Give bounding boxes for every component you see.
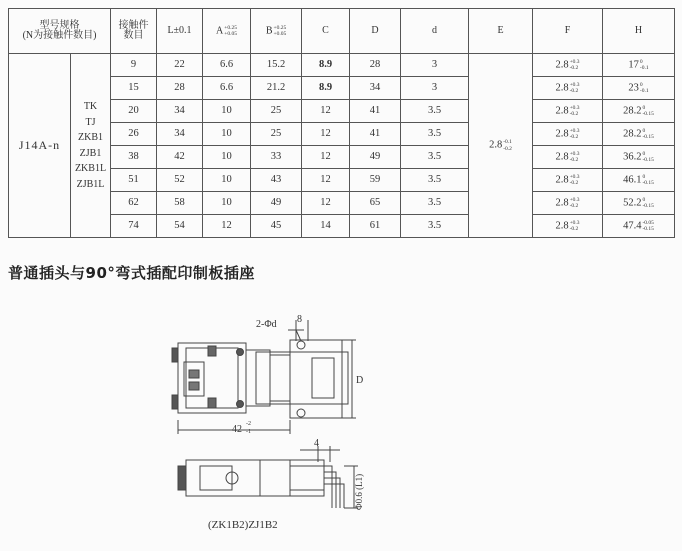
cell-L: 52 [157,169,203,192]
cell-A: 10 [203,146,251,169]
cell-d: 3.5 [401,123,469,146]
cell-L: 34 [157,100,203,123]
H-value: 28.2 [623,128,642,140]
plug-tab [172,348,178,362]
cell-L: 58 [157,192,203,215]
drawing-caption: (ZK1B2)ZJ1B2 [208,519,278,531]
dim-42-tol-lower: -1 [246,429,251,435]
F-tol-upper: +0.3 [569,127,580,134]
H-tol-lower: -0.15 [642,134,654,140]
socket-inner [312,358,334,398]
cell-n: 51 [111,169,157,192]
F-value: 2.8 [555,105,569,117]
cell-A: 12 [203,215,251,238]
F-tol-upper: +0.3 [569,81,580,88]
mount-hole [297,409,305,417]
cell-C: 12 [302,146,350,169]
cell-L: 28 [157,77,203,100]
header-B-label: B [265,25,273,37]
cell-D: 41 [350,100,401,123]
cell-D: 28 [350,54,401,77]
cell-D: 34 [350,77,401,100]
cell-n: 15 [111,77,157,100]
H-value: 52.2 [623,197,642,209]
cell-n: 9 [111,54,157,77]
dim-pin-label: Φ0.6 (L1) [354,473,364,510]
header-contacts-line2: 数目 [123,30,144,41]
F-tol-upper: +0.3 [569,219,580,226]
header-model-label: 型号规格 [39,19,80,31]
cell-D: 49 [350,146,401,169]
clamp [246,350,270,406]
H-tol-upper: 0 [642,127,646,134]
cell-C: 8.9 [302,77,350,100]
contact [189,382,199,390]
cell-C: 8.9 [302,54,350,77]
screw [208,346,216,356]
H-tol-upper: 0 [642,104,646,111]
dim-42-label: 42 [232,424,242,435]
dim-42-tol-upper: -2 [246,421,251,427]
H-tol-lower: -0.1 [639,88,649,94]
F-tol-upper: +0.3 [569,173,580,180]
size-label: ZJB1 [79,147,102,159]
F-value: 2.8 [555,197,569,209]
side-plug [200,466,232,490]
F-value: 2.8 [555,59,569,71]
F-tol-upper: +0.3 [569,150,580,157]
header-B-tol-upper: +0.25 [273,24,287,31]
cell-L: 54 [157,215,203,238]
contact [189,370,199,378]
H-tol-lower: -0.15 [642,226,654,232]
cell-d: 3.5 [401,100,469,123]
H-tol-upper: 0 [642,150,646,157]
F-tol-upper: +0.3 [569,104,580,111]
cell-L: 42 [157,146,203,169]
cell-B: 21.2 [251,77,302,100]
cell-n: 26 [111,123,157,146]
cell-C: 12 [302,123,350,146]
F-tol-upper: +0.3 [569,196,580,203]
cell-n: 20 [111,100,157,123]
header-D: D [350,9,401,54]
cell-L: 22 [157,54,203,77]
cell-B: 33 [251,146,302,169]
size-label: ZKB1 [78,132,103,143]
cell-A: 6.6 [203,77,251,100]
F-tol-upper: +0.3 [569,58,580,65]
H-value: 36.2 [623,151,642,163]
side-view [178,446,358,508]
cell-n: 62 [111,192,157,215]
side-body [186,460,324,496]
size-label: TJ [85,116,96,128]
F-value: 2.8 [555,151,569,163]
cell-A: 10 [203,123,251,146]
side-tab [178,466,186,490]
H-tol-lower: -0.15 [642,157,654,163]
cell-B: 45 [251,215,302,238]
F-tol-lower: -0.2 [569,88,579,94]
cell-A: 10 [203,100,251,123]
E-tol-lower: -0.2 [503,145,512,152]
cell-C: 12 [302,100,350,123]
cell-A: 10 [203,169,251,192]
cell-C: 14 [302,215,350,238]
E-value: 2.8 [489,139,503,151]
H-value: 17 [628,59,639,71]
pin-hole [237,401,244,408]
pin-hole [237,349,244,356]
H-tol-upper: 0 [642,173,646,180]
pin [324,484,344,508]
cell-B: 15.2 [251,54,302,77]
cell-d: 3.5 [401,146,469,169]
H-tol-lower: -0.15 [642,180,654,186]
H-value: 28.2 [623,105,642,117]
F-tol-lower: -0.2 [569,226,579,232]
mount-hole [297,341,305,349]
F-tol-lower: -0.2 [569,203,579,209]
H-tol-upper: 0 [639,58,643,65]
F-value: 2.8 [555,82,569,94]
cell-d: 3.5 [401,169,469,192]
header-A-tol-lower: +0.05 [224,31,237,37]
H-tol-upper: 0 [639,81,643,88]
header-L: L±0.1 [157,9,203,54]
size-label: TK [83,101,98,112]
cell-B: 49 [251,192,302,215]
section-heading: 普通插头与90°弯式插配印制板插座 [8,264,255,282]
H-tol-lower: -0.15 [642,203,654,209]
hole-callout: 2-Φd [256,319,277,330]
cell-B: 25 [251,123,302,146]
F-tol-lower: -0.2 [569,157,579,163]
F-tol-lower: -0.2 [569,65,579,71]
cell-L: 34 [157,123,203,146]
header-contacts-line1: 接触件 [118,19,149,31]
F-tol-lower: -0.2 [569,134,579,140]
cell-D: 61 [350,215,401,238]
cell-D: 59 [350,169,401,192]
header-B-tol-lower: +0.05 [273,31,287,37]
pin [324,472,336,508]
cell-C: 12 [302,192,350,215]
screw [208,398,216,408]
F-value: 2.8 [555,220,569,232]
plug-tab [172,395,178,409]
top-view [172,320,356,434]
cell-A: 10 [203,192,251,215]
header-E: E [469,9,533,54]
cell-D: 41 [350,123,401,146]
cell-C: 12 [302,169,350,192]
cell-d: 3 [401,54,469,77]
header-A-tol-upper: +0.25 [224,24,237,31]
header-model-note: (N为接触件数目) [22,30,97,41]
H-tol-upper: -0.05 [642,219,654,226]
header-F: F [533,9,603,54]
H-value: 23 [628,82,639,94]
cell-n: 38 [111,146,157,169]
size-label: ZKB1L [74,163,107,174]
cell-d: 3.5 [401,215,469,238]
size-label: ZJB1L [76,178,105,190]
cell-n: 74 [111,215,157,238]
header-C: C [302,9,350,54]
E-tol-upper: -0.1 [503,139,512,146]
cell-B: 25 [251,100,302,123]
cell-B: 43 [251,169,302,192]
H-value: 47.4 [623,220,642,232]
series-cell: J14A-n [9,54,71,238]
H-value: 46.1 [623,174,642,186]
cell-A: 6.6 [203,54,251,77]
header-d: d [401,9,469,54]
F-value: 2.8 [555,128,569,140]
cell-d: 3.5 [401,192,469,215]
F-value: 2.8 [555,174,569,186]
header-A-label: A [216,25,224,37]
cell-d: 3 [401,77,469,100]
F-tol-lower: -0.2 [569,180,579,186]
header-H: H [603,9,675,54]
cell-D: 65 [350,192,401,215]
H-tol-upper: 0 [642,196,646,203]
dim-4-label: 4 [314,438,319,449]
leader-line [296,330,301,341]
dim-8-label: 8 [297,314,302,325]
dim-D-label: D [356,375,364,386]
F-tol-lower: -0.2 [569,111,579,117]
H-tol-lower: -0.1 [639,65,649,71]
contact-window [184,362,204,396]
H-tol-lower: -0.15 [642,111,654,117]
